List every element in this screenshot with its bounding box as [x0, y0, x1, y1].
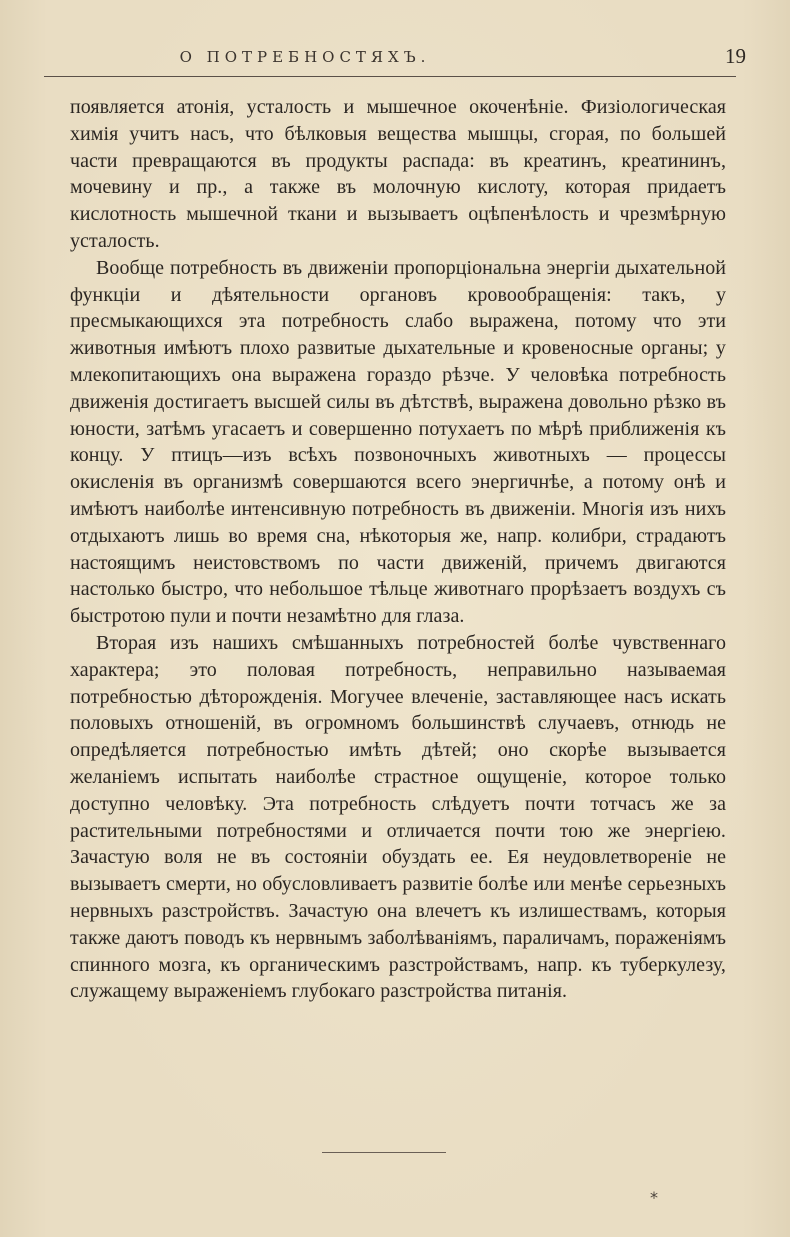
signature-mark: * [650, 1188, 658, 1207]
paragraph-continuation: появляется атонія, усталость и мышечное окоченѣніе. Физіологическая химія учитъ насъ, что бѣлковыя вещества мышцы, сгорая, по большей части превращаются въ продукты распада: въ креатинъ, креатининъ, мочевину и пр., а также въ молочную кислоту, которая придаетъ кислотность мышечной ткани и вызываетъ оцѣпенѣлость и чрезмѣрную усталость. [70, 96, 726, 252]
page-number: 19 [725, 44, 746, 68]
running-title: О ПОТРЕБНОСТЯХЪ. [179, 48, 431, 66]
header-rule [44, 76, 736, 77]
page-header [40, 44, 746, 74]
footer-rule [322, 1152, 446, 1153]
paragraph-motion-need: Вообще потребность въ движеніи пропорціональна энергіи дыхательной функціи и дѣятельности органовъ кровообращенія: такъ, у пресмыкающихся эта потребность слабо выражена, потому что эти животныя имѣютъ плохо развитые дыхательные и кровеносные органы; у млекопитающихъ она выражена гораздо рѣзче. У человѣка потребность движенія достигаетъ высшей силы въ дѣтствѣ, выражена довольно рѣзко въ юности, затѣмъ угасаетъ и совершенно потухаетъ по мѣрѣ приближенія къ концу. У птицъ—изъ всѣхъ позвоночныхъ животныхъ — процессы окисленія въ организмѣ совершаются всего энергичнѣе, а потому онѣ и имѣютъ наиболѣе интенсивную потребность въ движеніи. Многія изъ нихъ отдыхаютъ лишь во время сна, нѣкоторыя же, напр. колибри, страдаютъ настоящимъ неистовствомъ по части движеній, причемъ двигаются настолько быстро, что небольшое тѣльце животнаго прорѣзаетъ воздухъ съ быстротою пули и почти незамѣтно для глаза. [70, 256, 726, 628]
paragraph-sexual-need: Вторая изъ нашихъ смѣшанныхъ потребностей болѣе чувственнаго характера; это половая потребность, неправильно называемая потребностью дѣторожденія. Могучее влеченіе, заставляющее насъ искать половыхъ отношеній, въ огромномъ большинствѣ случаевъ, отнюдь не опредѣляется потребностью имѣть дѣтей; оно скорѣе вызывается желаніемъ испытать наиболѣе страстное ощущеніе, которое только доступно человѣку. Эта потребность слѣдуетъ почти тотчасъ же за растительными потребностями и отличается почти тою же энергіею. Зачастую воля не въ состояніи обуздать ее. Ея неудовлетвореніе не вызываетъ смерти, но обусловливаетъ развитіе болѣе или менѣе серьезныхъ нервныхъ разстройствъ. Зачастую она влечетъ къ излишествамъ, которыя также даютъ поводъ къ нервнымъ заболѣваніямъ, параличамъ, пораженіямъ спинного мозга, къ органическимъ разстройствамъ, напр. къ туберкулезу, служащему выраженіемъ глубокаго разстройства питанія. [70, 631, 726, 1003]
body-text [70, 94, 726, 1005]
